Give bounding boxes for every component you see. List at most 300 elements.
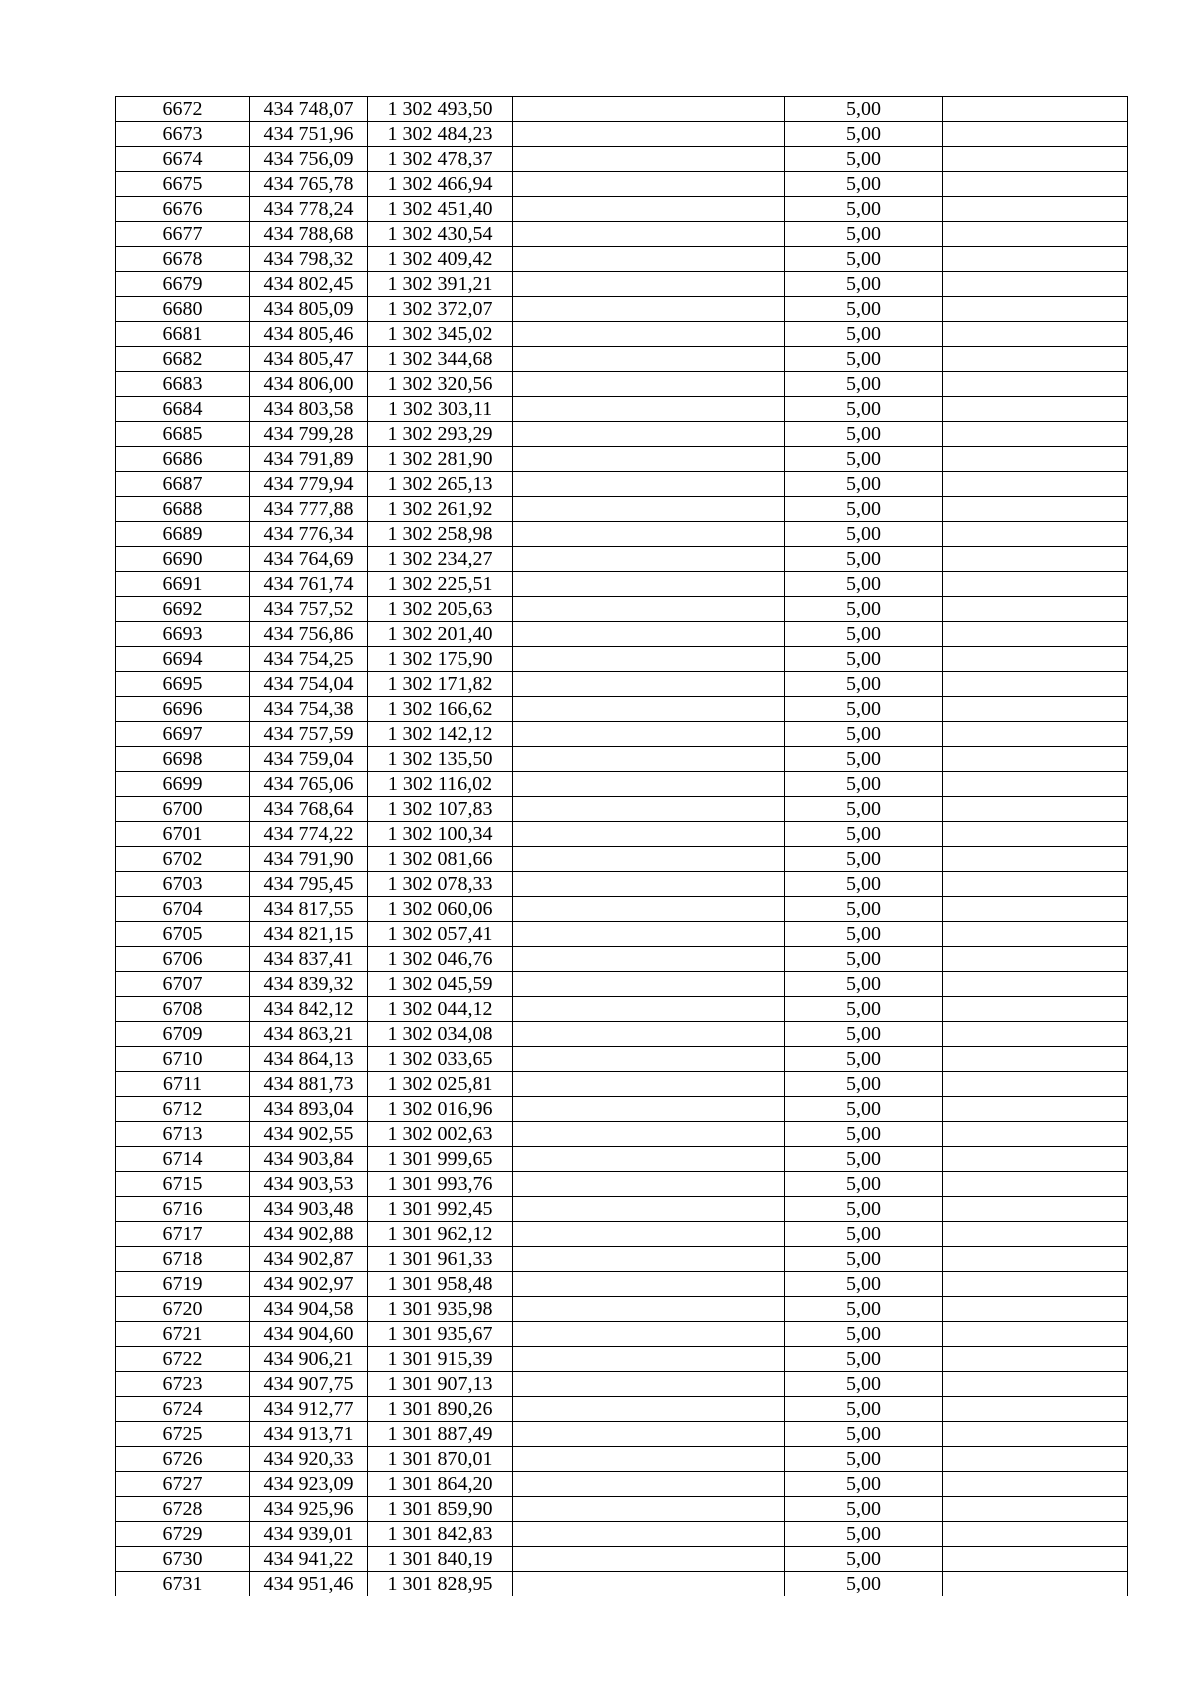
y-coordinate-cell: 1 302 166,62 xyxy=(368,697,513,722)
x-coordinate-cell: 434 805,09 xyxy=(250,297,368,322)
y-coordinate-cell: 1 302 081,66 xyxy=(368,847,513,872)
description-cell xyxy=(513,922,785,947)
x-coordinate-cell: 434 907,75 xyxy=(250,1372,368,1397)
coordinates-table-body xyxy=(116,97,1128,1597)
x-coordinate-cell: 434 902,88 xyxy=(250,1222,368,1247)
extra-cell xyxy=(943,1422,1128,1447)
description-cell xyxy=(513,1122,785,1147)
y-coordinate-cell: 1 302 466,94 xyxy=(368,172,513,197)
extra-cell xyxy=(943,897,1128,922)
extra-cell xyxy=(943,1122,1128,1147)
x-coordinate-cell: 434 776,34 xyxy=(250,522,368,547)
description-cell xyxy=(513,1347,785,1372)
y-coordinate-cell: 1 301 828,95 xyxy=(368,1572,513,1597)
point-number-cell: 6721 xyxy=(116,1322,250,1347)
x-coordinate-cell: 434 756,09 xyxy=(250,147,368,172)
precision-cell: 5,00 xyxy=(785,797,943,822)
table-row xyxy=(116,197,1128,222)
extra-cell xyxy=(943,597,1128,622)
precision-cell: 5,00 xyxy=(785,222,943,247)
extra-cell xyxy=(943,822,1128,847)
y-coordinate-cell: 1 302 261,92 xyxy=(368,497,513,522)
y-coordinate-cell: 1 302 046,76 xyxy=(368,947,513,972)
extra-cell xyxy=(943,1247,1128,1272)
point-number-cell: 6696 xyxy=(116,697,250,722)
point-number-cell: 6701 xyxy=(116,822,250,847)
y-coordinate-cell: 1 301 961,33 xyxy=(368,1247,513,1272)
precision-cell: 5,00 xyxy=(785,672,943,697)
description-cell xyxy=(513,1222,785,1247)
table-row xyxy=(116,997,1128,1022)
table-row xyxy=(116,572,1128,597)
y-coordinate-cell: 1 301 842,83 xyxy=(368,1522,513,1547)
precision-cell: 5,00 xyxy=(785,497,943,522)
y-coordinate-cell: 1 301 870,01 xyxy=(368,1447,513,1472)
precision-cell: 5,00 xyxy=(785,522,943,547)
precision-cell: 5,00 xyxy=(785,647,943,672)
extra-cell xyxy=(943,122,1128,147)
table-row xyxy=(116,497,1128,522)
precision-cell: 5,00 xyxy=(785,1497,943,1522)
description-cell xyxy=(513,572,785,597)
point-number-cell: 6714 xyxy=(116,1147,250,1172)
point-number-cell: 6688 xyxy=(116,497,250,522)
table-row xyxy=(116,872,1128,897)
precision-cell: 5,00 xyxy=(785,1372,943,1397)
description-cell xyxy=(513,147,785,172)
x-coordinate-cell: 434 761,74 xyxy=(250,572,368,597)
x-coordinate-cell: 434 904,60 xyxy=(250,1322,368,1347)
x-coordinate-cell: 434 791,90 xyxy=(250,847,368,872)
point-number-cell: 6691 xyxy=(116,572,250,597)
precision-cell: 5,00 xyxy=(785,1472,943,1497)
extra-cell xyxy=(943,572,1128,597)
extra-cell xyxy=(943,1547,1128,1572)
point-number-cell: 6730 xyxy=(116,1547,250,1572)
precision-cell: 5,00 xyxy=(785,1572,943,1597)
description-cell xyxy=(513,897,785,922)
description-cell xyxy=(513,1097,785,1122)
extra-cell xyxy=(943,1297,1128,1322)
precision-cell: 5,00 xyxy=(785,1447,943,1472)
table-row xyxy=(116,1397,1128,1422)
x-coordinate-cell: 434 903,84 xyxy=(250,1147,368,1172)
description-cell xyxy=(513,347,785,372)
point-number-cell: 6700 xyxy=(116,797,250,822)
table-row xyxy=(116,1272,1128,1297)
description-cell xyxy=(513,872,785,897)
description-cell xyxy=(513,1022,785,1047)
x-coordinate-cell: 434 748,07 xyxy=(250,97,368,122)
y-coordinate-cell: 1 302 100,34 xyxy=(368,822,513,847)
point-number-cell: 6699 xyxy=(116,772,250,797)
description-cell xyxy=(513,247,785,272)
x-coordinate-cell: 434 925,96 xyxy=(250,1497,368,1522)
x-coordinate-cell: 434 751,96 xyxy=(250,122,368,147)
table-row xyxy=(116,1222,1128,1247)
precision-cell: 5,00 xyxy=(785,347,943,372)
y-coordinate-cell: 1 301 999,65 xyxy=(368,1147,513,1172)
point-number-cell: 6676 xyxy=(116,197,250,222)
point-number-cell: 6682 xyxy=(116,347,250,372)
point-number-cell: 6713 xyxy=(116,1122,250,1147)
description-cell xyxy=(513,1422,785,1447)
table-row xyxy=(116,297,1128,322)
point-number-cell: 6677 xyxy=(116,222,250,247)
table-row xyxy=(116,122,1128,147)
table-row xyxy=(116,372,1128,397)
table-row xyxy=(116,922,1128,947)
extra-cell xyxy=(943,172,1128,197)
point-number-cell: 6687 xyxy=(116,472,250,497)
point-number-cell: 6729 xyxy=(116,1522,250,1547)
precision-cell: 5,00 xyxy=(785,1422,943,1447)
table-row xyxy=(116,222,1128,247)
precision-cell: 5,00 xyxy=(785,397,943,422)
y-coordinate-cell: 1 302 430,54 xyxy=(368,222,513,247)
x-coordinate-cell: 434 903,53 xyxy=(250,1172,368,1197)
precision-cell: 5,00 xyxy=(785,322,943,347)
precision-cell: 5,00 xyxy=(785,1247,943,1272)
extra-cell xyxy=(943,1522,1128,1547)
table-row xyxy=(116,1522,1128,1547)
y-coordinate-cell: 1 302 201,40 xyxy=(368,622,513,647)
point-number-cell: 6684 xyxy=(116,397,250,422)
x-coordinate-cell: 434 805,47 xyxy=(250,347,368,372)
point-number-cell: 6727 xyxy=(116,1472,250,1497)
x-coordinate-cell: 434 806,00 xyxy=(250,372,368,397)
x-coordinate-cell: 434 805,46 xyxy=(250,322,368,347)
precision-cell: 5,00 xyxy=(785,197,943,222)
extra-cell xyxy=(943,397,1128,422)
table-row xyxy=(116,472,1128,497)
description-cell xyxy=(513,1047,785,1072)
y-coordinate-cell: 1 301 962,12 xyxy=(368,1222,513,1247)
table-row xyxy=(116,1447,1128,1472)
point-number-cell: 6681 xyxy=(116,322,250,347)
precision-cell: 5,00 xyxy=(785,722,943,747)
extra-cell xyxy=(943,772,1128,797)
point-number-cell: 6679 xyxy=(116,272,250,297)
extra-cell xyxy=(943,697,1128,722)
point-number-cell: 6693 xyxy=(116,622,250,647)
extra-cell xyxy=(943,147,1128,172)
table-row xyxy=(116,797,1128,822)
precision-cell: 5,00 xyxy=(785,897,943,922)
table-row xyxy=(116,1497,1128,1522)
x-coordinate-cell: 434 798,32 xyxy=(250,247,368,272)
extra-cell xyxy=(943,672,1128,697)
table-row xyxy=(116,622,1128,647)
description-cell xyxy=(513,697,785,722)
table-row xyxy=(116,397,1128,422)
point-number-cell: 6719 xyxy=(116,1272,250,1297)
table-row xyxy=(116,522,1128,547)
point-number-cell: 6720 xyxy=(116,1297,250,1322)
description-cell xyxy=(513,222,785,247)
coordinates-table xyxy=(115,96,1128,1596)
description-cell xyxy=(513,1322,785,1347)
precision-cell: 5,00 xyxy=(785,1522,943,1547)
extra-cell xyxy=(943,1447,1128,1472)
point-number-cell: 6694 xyxy=(116,647,250,672)
extra-cell xyxy=(943,1372,1128,1397)
x-coordinate-cell: 434 765,78 xyxy=(250,172,368,197)
y-coordinate-cell: 1 302 060,06 xyxy=(368,897,513,922)
precision-cell: 5,00 xyxy=(785,297,943,322)
table-row xyxy=(116,1547,1128,1572)
table-row xyxy=(116,1472,1128,1497)
description-cell xyxy=(513,1197,785,1222)
precision-cell: 5,00 xyxy=(785,272,943,297)
extra-cell xyxy=(943,797,1128,822)
description-cell xyxy=(513,1072,785,1097)
precision-cell: 5,00 xyxy=(785,1297,943,1322)
description-cell xyxy=(513,97,785,122)
description-cell xyxy=(513,1247,785,1272)
point-number-cell: 6705 xyxy=(116,922,250,947)
x-coordinate-cell: 434 839,32 xyxy=(250,972,368,997)
extra-cell xyxy=(943,272,1128,297)
x-coordinate-cell: 434 777,88 xyxy=(250,497,368,522)
point-number-cell: 6690 xyxy=(116,547,250,572)
precision-cell: 5,00 xyxy=(785,97,943,122)
extra-cell xyxy=(943,472,1128,497)
description-cell xyxy=(513,1147,785,1172)
table-row xyxy=(116,672,1128,697)
y-coordinate-cell: 1 302 205,63 xyxy=(368,597,513,622)
y-coordinate-cell: 1 302 478,37 xyxy=(368,147,513,172)
table-row xyxy=(116,847,1128,872)
precision-cell: 5,00 xyxy=(785,172,943,197)
table-row xyxy=(116,422,1128,447)
description-cell xyxy=(513,1397,785,1422)
description-cell xyxy=(513,597,785,622)
description-cell xyxy=(513,797,785,822)
y-coordinate-cell: 1 302 409,42 xyxy=(368,247,513,272)
point-number-cell: 6680 xyxy=(116,297,250,322)
x-coordinate-cell: 434 881,73 xyxy=(250,1072,368,1097)
extra-cell xyxy=(943,872,1128,897)
extra-cell xyxy=(943,1322,1128,1347)
precision-cell: 5,00 xyxy=(785,997,943,1022)
point-number-cell: 6718 xyxy=(116,1247,250,1272)
y-coordinate-cell: 1 302 391,21 xyxy=(368,272,513,297)
x-coordinate-cell: 434 795,45 xyxy=(250,872,368,897)
y-coordinate-cell: 1 302 057,41 xyxy=(368,922,513,947)
point-number-cell: 6686 xyxy=(116,447,250,472)
x-coordinate-cell: 434 778,24 xyxy=(250,197,368,222)
table-row xyxy=(116,97,1128,122)
point-number-cell: 6703 xyxy=(116,872,250,897)
description-cell xyxy=(513,322,785,347)
description-cell xyxy=(513,397,785,422)
x-coordinate-cell: 434 864,13 xyxy=(250,1047,368,1072)
point-number-cell: 6709 xyxy=(116,1022,250,1047)
table-row xyxy=(116,1372,1128,1397)
description-cell xyxy=(513,1547,785,1572)
table-row xyxy=(116,1322,1128,1347)
table-row xyxy=(116,1197,1128,1222)
y-coordinate-cell: 1 302 016,96 xyxy=(368,1097,513,1122)
y-coordinate-cell: 1 302 372,07 xyxy=(368,297,513,322)
table-row xyxy=(116,347,1128,372)
precision-cell: 5,00 xyxy=(785,1547,943,1572)
description-cell xyxy=(513,847,785,872)
table-row xyxy=(116,972,1128,997)
point-number-cell: 6704 xyxy=(116,897,250,922)
y-coordinate-cell: 1 302 175,90 xyxy=(368,647,513,672)
extra-cell xyxy=(943,547,1128,572)
y-coordinate-cell: 1 302 142,12 xyxy=(368,722,513,747)
y-coordinate-cell: 1 302 044,12 xyxy=(368,997,513,1022)
extra-cell xyxy=(943,322,1128,347)
point-number-cell: 6728 xyxy=(116,1497,250,1522)
extra-cell xyxy=(943,297,1128,322)
y-coordinate-cell: 1 302 033,65 xyxy=(368,1047,513,1072)
y-coordinate-cell: 1 302 320,56 xyxy=(368,372,513,397)
x-coordinate-cell: 434 788,68 xyxy=(250,222,368,247)
precision-cell: 5,00 xyxy=(785,1122,943,1147)
precision-cell: 5,00 xyxy=(785,1347,943,1372)
x-coordinate-cell: 434 768,64 xyxy=(250,797,368,822)
x-coordinate-cell: 434 920,33 xyxy=(250,1447,368,1472)
description-cell xyxy=(513,997,785,1022)
description-cell xyxy=(513,422,785,447)
description-cell xyxy=(513,1497,785,1522)
description-cell xyxy=(513,547,785,572)
x-coordinate-cell: 434 791,89 xyxy=(250,447,368,472)
extra-cell xyxy=(943,372,1128,397)
table-row xyxy=(116,1247,1128,1272)
y-coordinate-cell: 1 301 993,76 xyxy=(368,1172,513,1197)
y-coordinate-cell: 1 302 025,81 xyxy=(368,1072,513,1097)
extra-cell xyxy=(943,347,1128,372)
x-coordinate-cell: 434 939,01 xyxy=(250,1522,368,1547)
extra-cell xyxy=(943,247,1128,272)
extra-cell xyxy=(943,522,1128,547)
precision-cell: 5,00 xyxy=(785,922,943,947)
extra-cell xyxy=(943,647,1128,672)
extra-cell xyxy=(943,847,1128,872)
point-number-cell: 6697 xyxy=(116,722,250,747)
table-row xyxy=(116,897,1128,922)
point-number-cell: 6689 xyxy=(116,522,250,547)
point-number-cell: 6706 xyxy=(116,947,250,972)
point-number-cell: 6673 xyxy=(116,122,250,147)
y-coordinate-cell: 1 302 293,29 xyxy=(368,422,513,447)
x-coordinate-cell: 434 802,45 xyxy=(250,272,368,297)
table-row xyxy=(116,1097,1128,1122)
y-coordinate-cell: 1 302 171,82 xyxy=(368,672,513,697)
y-coordinate-cell: 1 301 864,20 xyxy=(368,1472,513,1497)
y-coordinate-cell: 1 302 265,13 xyxy=(368,472,513,497)
description-cell xyxy=(513,197,785,222)
point-number-cell: 6710 xyxy=(116,1047,250,1072)
description-cell xyxy=(513,1172,785,1197)
precision-cell: 5,00 xyxy=(785,622,943,647)
precision-cell: 5,00 xyxy=(785,1047,943,1072)
x-coordinate-cell: 434 904,58 xyxy=(250,1297,368,1322)
precision-cell: 5,00 xyxy=(785,1322,943,1347)
table-row xyxy=(116,647,1128,672)
table-row xyxy=(116,147,1128,172)
description-cell xyxy=(513,972,785,997)
table-row xyxy=(116,1347,1128,1372)
y-coordinate-cell: 1 301 958,48 xyxy=(368,1272,513,1297)
table-row xyxy=(116,1572,1128,1597)
table-row xyxy=(116,1147,1128,1172)
y-coordinate-cell: 1 302 116,02 xyxy=(368,772,513,797)
x-coordinate-cell: 434 764,69 xyxy=(250,547,368,572)
point-number-cell: 6711 xyxy=(116,1072,250,1097)
point-number-cell: 6724 xyxy=(116,1397,250,1422)
point-number-cell: 6707 xyxy=(116,972,250,997)
description-cell xyxy=(513,747,785,772)
description-cell xyxy=(513,472,785,497)
description-cell xyxy=(513,522,785,547)
table-row xyxy=(116,1422,1128,1447)
extra-cell xyxy=(943,447,1128,472)
extra-cell xyxy=(943,422,1128,447)
description-cell xyxy=(513,447,785,472)
point-number-cell: 6716 xyxy=(116,1197,250,1222)
x-coordinate-cell: 434 754,04 xyxy=(250,672,368,697)
extra-cell xyxy=(943,222,1128,247)
x-coordinate-cell: 434 821,15 xyxy=(250,922,368,947)
point-number-cell: 6731 xyxy=(116,1572,250,1597)
point-number-cell: 6683 xyxy=(116,372,250,397)
description-cell xyxy=(513,772,785,797)
precision-cell: 5,00 xyxy=(785,372,943,397)
table-row xyxy=(116,772,1128,797)
precision-cell: 5,00 xyxy=(785,747,943,772)
table-row xyxy=(116,822,1128,847)
description-cell xyxy=(513,497,785,522)
x-coordinate-cell: 434 912,77 xyxy=(250,1397,368,1422)
precision-cell: 5,00 xyxy=(785,972,943,997)
y-coordinate-cell: 1 301 859,90 xyxy=(368,1497,513,1522)
point-number-cell: 6722 xyxy=(116,1347,250,1372)
x-coordinate-cell: 434 757,52 xyxy=(250,597,368,622)
x-coordinate-cell: 434 941,22 xyxy=(250,1547,368,1572)
y-coordinate-cell: 1 302 225,51 xyxy=(368,572,513,597)
extra-cell xyxy=(943,947,1128,972)
precision-cell: 5,00 xyxy=(785,1197,943,1222)
x-coordinate-cell: 434 902,97 xyxy=(250,1272,368,1297)
y-coordinate-cell: 1 301 935,98 xyxy=(368,1297,513,1322)
x-coordinate-cell: 434 842,12 xyxy=(250,997,368,1022)
precision-cell: 5,00 xyxy=(785,122,943,147)
precision-cell: 5,00 xyxy=(785,597,943,622)
description-cell xyxy=(513,947,785,972)
description-cell xyxy=(513,672,785,697)
x-coordinate-cell: 434 902,55 xyxy=(250,1122,368,1147)
point-number-cell: 6717 xyxy=(116,1222,250,1247)
y-coordinate-cell: 1 302 078,33 xyxy=(368,872,513,897)
extra-cell xyxy=(943,1347,1128,1372)
extra-cell xyxy=(943,972,1128,997)
extra-cell xyxy=(943,1097,1128,1122)
precision-cell: 5,00 xyxy=(785,822,943,847)
y-coordinate-cell: 1 301 887,49 xyxy=(368,1422,513,1447)
precision-cell: 5,00 xyxy=(785,147,943,172)
description-cell xyxy=(513,172,785,197)
description-cell xyxy=(513,1572,785,1597)
extra-cell xyxy=(943,1172,1128,1197)
extra-cell xyxy=(943,497,1128,522)
description-cell xyxy=(513,1372,785,1397)
